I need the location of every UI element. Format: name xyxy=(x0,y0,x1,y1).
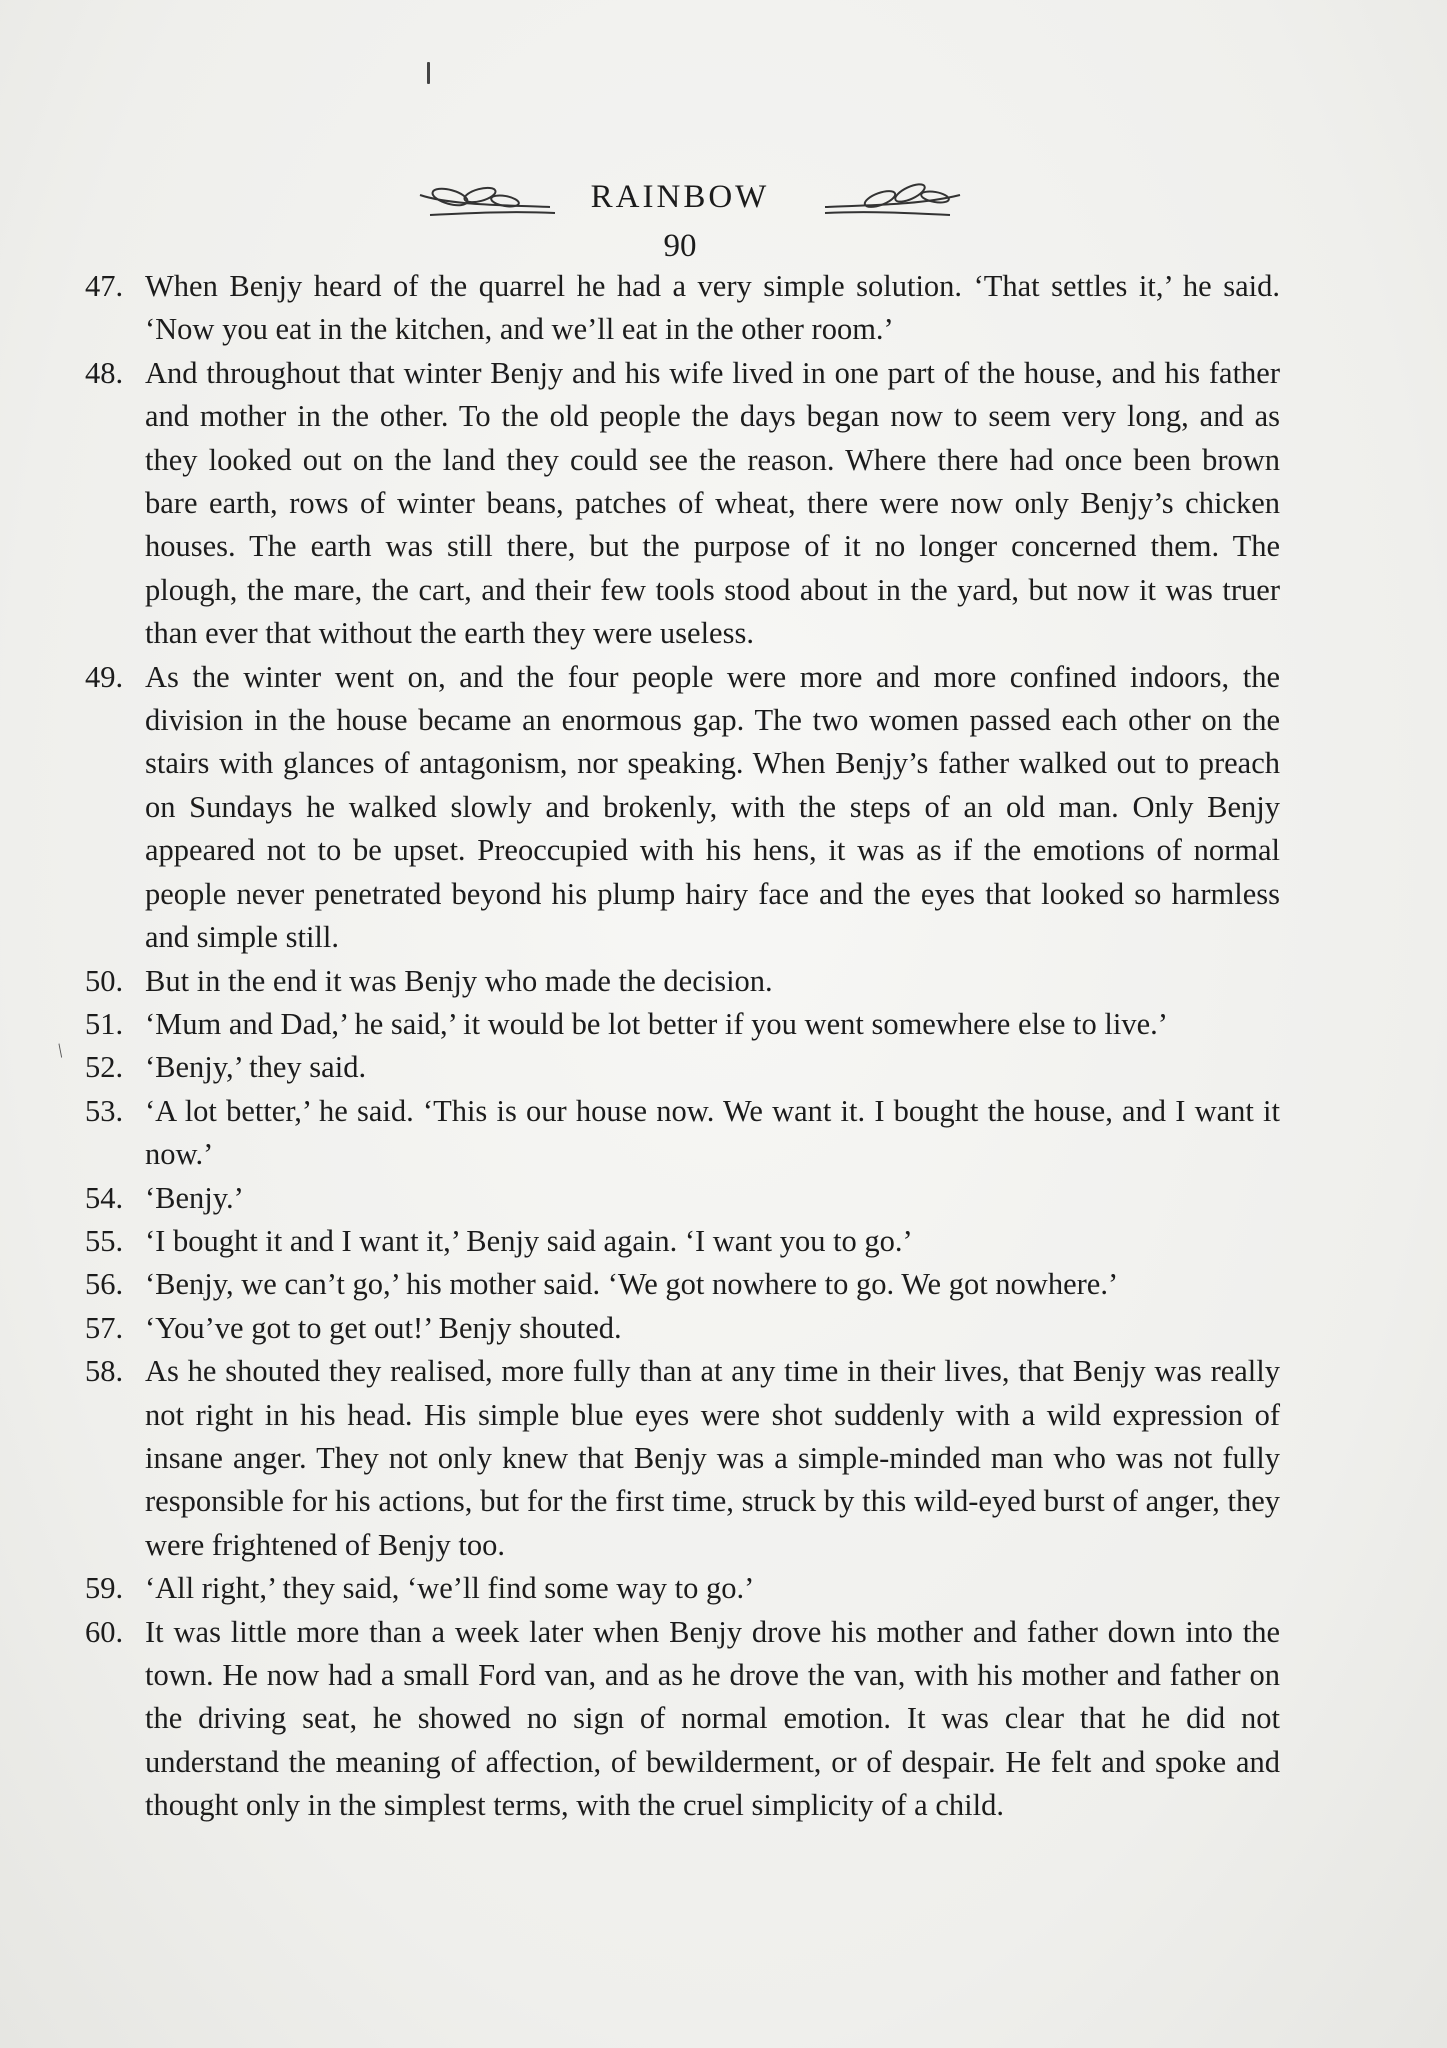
numbered-paragraph xyxy=(85,1003,1280,1046)
paragraph-number: 59. xyxy=(85,1571,124,1606)
numbered-paragraph xyxy=(85,1350,1280,1567)
margin-tick: / xyxy=(52,1040,69,1062)
paragraph-number: 58. xyxy=(85,1354,124,1389)
numbered-paragraph xyxy=(85,1177,1280,1220)
paragraph-number: 52. xyxy=(85,1050,124,1085)
numbered-paragraph xyxy=(85,265,1280,352)
paragraph-number: 50. xyxy=(85,963,124,998)
numbered-paragraph xyxy=(85,960,1280,1003)
numbered-paragraph xyxy=(85,1220,1280,1263)
paragraph-number: 47. xyxy=(85,269,124,303)
page-body xyxy=(85,265,1280,1828)
paragraph-text: When Benjy heard of the quarrel he had a very simple solution. ‘That settles it,’ he said. ‘Now you eat in the kitchen, and we’ll eat in the other room.’ xyxy=(145,269,1280,347)
paragraph-text: ‘Mum and Dad,’ he said,’ it would be lot better if you went somewhere else to live.’ xyxy=(145,1006,1168,1041)
paragraph-text: And throughout that winter Benjy and his wife lived in one part of the house, and his father and mother in the other. To the old people the days began now to seem very long, and as they looked out on the land they could see the reason. Where there had once been brown bare earth, rows of winter beans, patches of wheat, there were now only Benjy’s chicken houses. The earth was still there, but the purpose of it no longer concerned them. The plough, the mare, the cart, and their few tools stood about in the yard, but now it was truer than ever that without the earth they were useless. xyxy=(145,355,1280,651)
paragraph-text: ‘All right,’ they said, ‘we’ll find some way to go.’ xyxy=(145,1571,755,1606)
paragraph-text: ‘Benjy,’ they said. xyxy=(145,1050,367,1085)
numbered-paragraph xyxy=(85,352,1280,656)
paragraph-number: 55. xyxy=(85,1223,124,1258)
paragraph-text: ‘Benjy, we can’t go,’ his mother said. ‘We got nowhere to go. We got nowhere.’ xyxy=(145,1267,1119,1302)
numbered-paragraph xyxy=(85,1567,1280,1610)
numbered-paragraph xyxy=(85,1307,1280,1350)
running-title: RAINBOW xyxy=(590,179,770,215)
paragraph-text: As the winter went on, and the four people were more and more confined indoors, the division in the house became an enormous gap. The two women passed each other on the stairs with glances of antagonism, nor speaking. When Benjy’s father walked out to preach on Sundays he walked slowly and brokenly, with the steps of an old man. Only Benjy appeared not to be upset. Preoccupied with his hens, it was as if the emotions of normal people never penetrated beyond his plump hairy face and the eyes that looked so harmless and simple still. xyxy=(145,659,1280,955)
pencil-mark xyxy=(427,62,430,84)
paragraph-text: As he shouted they realised, more fully than at any time in their lives, that Benjy was really not right in his head. His simple blue eyes were shot suddenly with a wild expression of insane anger. They not only knew that Benjy was a simple-minded man who was not fully responsible for his actions, but for the first time, struck by this wild-eyed burst of anger, they were frightened of Benjy too. xyxy=(145,1354,1280,1562)
numbered-paragraph xyxy=(85,1611,1280,1828)
numbered-paragraph xyxy=(85,1046,1280,1089)
paragraph-number: 51. xyxy=(85,1006,124,1041)
paragraph-number: 57. xyxy=(85,1310,124,1345)
paragraph-text: ‘I bought it and I want it,’ Benjy said again. ‘I want you to go.’ xyxy=(145,1223,913,1258)
paragraph-text: ‘You’ve got to get out!’ Benjy shouted. xyxy=(145,1310,622,1345)
paragraph-text: It was little more than a week later when Benjy drove his mother and father down into the town. He now had a small Ford van, and as he drove the van, with his mother and father on the driving seat, he showed no sign of normal emotion. It was clear that he did not understand the meaning of affection, of bewilderment, or of despair. He felt and spoke and thought only in the simplest terms, with the cruel simplicity of a child. xyxy=(145,1614,1280,1823)
paragraph-number: 53. xyxy=(85,1093,124,1128)
right-leaf-ornament-icon xyxy=(820,175,970,235)
paragraph-text: ‘Benjy.’ xyxy=(145,1180,244,1215)
paragraph-text: ‘A lot better,’ he said. ‘This is our house now. We want it. I bought the house, and I want it now.’ xyxy=(145,1093,1280,1172)
paragraph-number: 54. xyxy=(85,1180,124,1215)
paragraph-number: 56. xyxy=(85,1267,124,1302)
paragraph-text: But in the end it was Benjy who made the decision. xyxy=(145,963,773,998)
numbered-paragraph xyxy=(85,1090,1280,1177)
paragraph-number: 49. xyxy=(85,659,124,694)
page-number: 90 xyxy=(663,228,697,264)
paragraph-number: 48. xyxy=(85,355,124,390)
numbered-paragraph xyxy=(85,1263,1280,1306)
running-header xyxy=(400,175,960,275)
numbered-paragraph xyxy=(85,656,1280,960)
paragraph-number: 60. xyxy=(85,1614,124,1649)
